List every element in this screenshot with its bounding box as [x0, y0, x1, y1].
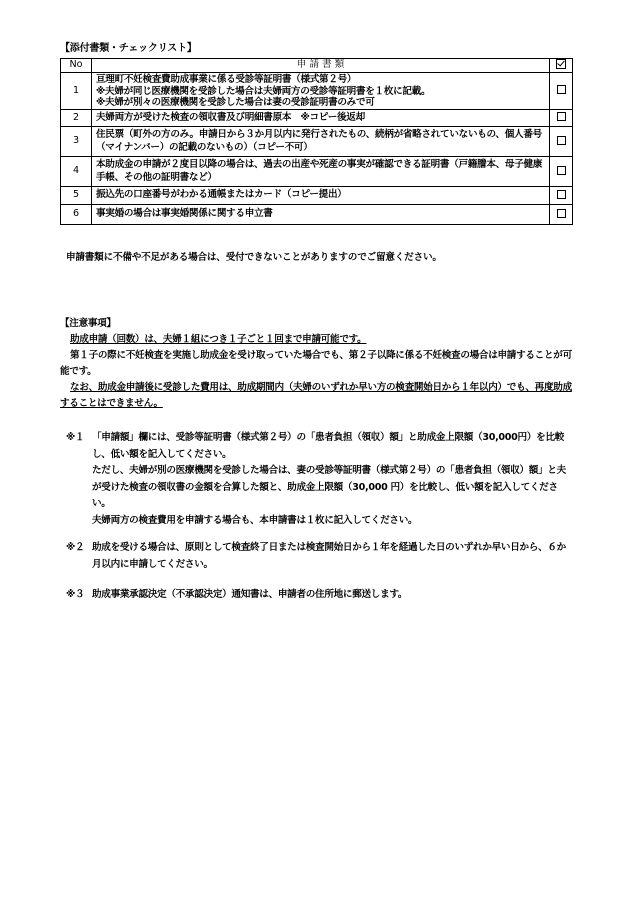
checked-box-icon: [556, 59, 566, 69]
checkbox-icon: [557, 166, 566, 175]
table-row: [61, 110, 573, 127]
notes-paragraph-2: 第１子の際に不妊検査を実施し助成金を受け取っていた場合でも、第２子以降に係る不妊検査の場合は申請することが可能です。: [60, 350, 572, 377]
checkbox-icon: [557, 209, 566, 218]
row-document-line: 亘理町不妊検査費助成事業に係る受診等証明書（様式第２号）: [96, 73, 357, 85]
checkbox-icon: [557, 85, 566, 94]
header-documents: 申 請 書 類: [92, 59, 550, 73]
remark-paragraph: 助成を受ける場合は、原則として検査終了日または検査開始日から１年を経過した日のいずれか早い日から、６か月以内に申請してください。: [92, 542, 566, 570]
remark-paragraph: 助成事業承認決定（不承認決定）通知書は、申請者の住所地に郵送します。: [92, 589, 408, 600]
remark-mark: ※３: [66, 589, 85, 600]
row-checkbox[interactable]: [550, 127, 573, 157]
table-row: [61, 127, 573, 157]
checkbox-icon: [557, 190, 566, 199]
notes-paragraph-3: なお、助成金申請後に受診した費用は、助成期間内（夫婦のいずれか早い方の検査開始日から１年以内）でも、再度助成することはできません。: [60, 382, 572, 409]
table-row: [61, 73, 573, 110]
row-number: 2: [61, 110, 92, 127]
checkbox-icon: [557, 112, 566, 121]
row-number: 1: [61, 73, 92, 110]
remark-mark: ※２: [66, 542, 85, 553]
header-no: No: [61, 59, 92, 73]
row-document-note: ※夫婦が別々の医療機関を受診した場合は妻の受診証明書のみで可: [96, 97, 375, 109]
notes-paragraph-1: 助成申請（回数）は、夫婦１組につき１子ごと１回まで申請可能です。: [70, 334, 367, 345]
row-document: 本助成金の申請が２度目以降の場合は、過去の出産や死産の事実が確認できる証明書（戸籍謄本、母子健康手帳、その他の証明書など）: [92, 157, 550, 187]
checklist-table: [60, 58, 573, 225]
remark-paragraph: ただし、夫婦が別の医療機関を受診した場合は、妻の受診等証明書（様式第２号）の「患者負担（領収）額」と夫が受けた検査の領収書の金額を合算した額と、助成金上限額（30,000 円）を比較し、低い額を記入してください。: [92, 465, 566, 509]
remark-3: [66, 587, 572, 604]
row-document: 振込先の口座番号がわかる通帳またはカード（コピー提出）: [92, 187, 550, 205]
row-document: 住民票（町外の方のみ。申請日から３か月以内に発行されたもの、続柄が省略されていないもの、個人番号（マイナンバー）の記載のないもの）（コピー不可）: [92, 127, 550, 157]
remark-paragraph: 夫婦両方の検査費用を申請する場合も、本申請書は１枚に記入してください。: [92, 514, 418, 526]
row-document: [92, 73, 550, 110]
checklist-title: 【添付書類・チェックリスト】: [60, 43, 197, 54]
row-document-note: ※夫婦が同じ医療機関を受診した場合は夫婦両方の受診等証明書を１枚に記載。: [96, 86, 431, 98]
row-number: 5: [61, 187, 92, 205]
table-row: [61, 187, 573, 205]
row-checkbox[interactable]: [550, 73, 573, 110]
table-row: [61, 157, 573, 187]
table-header-row: [61, 59, 573, 73]
checkbox-icon: [557, 136, 566, 145]
remark-paragraph: 「申請額」欄には、受診等証明書（様式第２号）の「患者負担（領収）額」と助成金上限額（30,000円）を比較し、低い額を記入してください。: [92, 432, 565, 460]
row-checkbox[interactable]: [550, 187, 573, 205]
notes-section: [60, 316, 576, 412]
row-number: 3: [61, 127, 92, 157]
row-number: 6: [61, 205, 92, 225]
row-checkbox[interactable]: [550, 157, 573, 187]
row-checkbox[interactable]: [550, 205, 573, 225]
row-document: 夫婦両方が受けた検査の領収書及び明細書原本 ※コピー後返却: [92, 110, 550, 127]
row-checkbox[interactable]: [550, 110, 573, 127]
row-document: 事実婚の場合は事実婚関係に関する申立書: [92, 205, 550, 225]
remark-1: [66, 430, 572, 529]
notes-title: 【注意事項】: [60, 318, 116, 329]
table-row: [61, 205, 573, 225]
remark-2: [66, 540, 572, 573]
remark-mark: ※１: [66, 432, 85, 443]
header-check: [550, 59, 573, 73]
checklist-footnote: 申請書類に不備や不足がある場合は、受付できないことがありますのでご留意ください。: [66, 252, 442, 263]
row-number: 4: [61, 157, 92, 187]
